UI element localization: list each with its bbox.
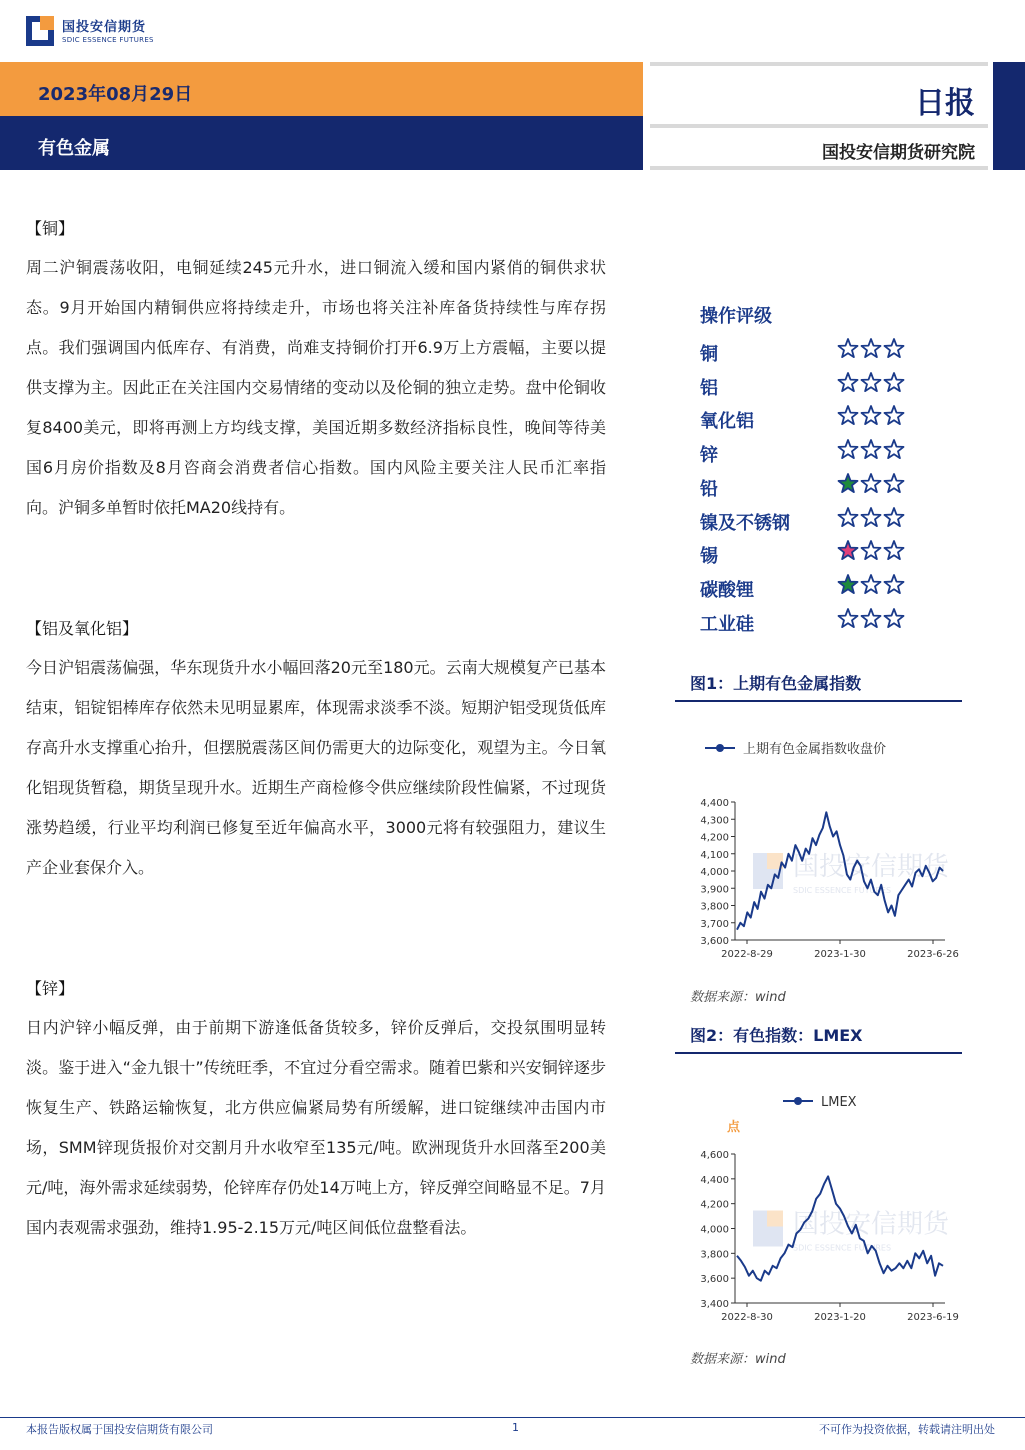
legend-marker-icon — [794, 1097, 802, 1105]
star-outline-icon — [838, 440, 857, 458]
rating-commodity: 铝 — [700, 377, 718, 399]
rating-stars — [837, 606, 907, 630]
watermark-text-en: SDIC ESSENCE FUTURES — [793, 1243, 892, 1253]
star-outline-icon — [838, 406, 857, 424]
rating-stars — [837, 505, 907, 529]
x-tick-label: 2023-6-19 — [907, 1312, 959, 1323]
section-text-aluminium: 今日沪铝震荡偏强，华东现货升水小幅回落20元至180元。云南大规模复产已基本结束，铝锭铝棒库存依然未见明显累库，体现需求淡季不淡。短期沪铝受现货低库存高升水支撑重心抬升，但摆脱震荡区间仍需更大的边际变化，观望为主。今日氧化铝现货暂稳，期货呈现升水。近期生产商检修令供应继续阶段性偏紧，不过现货涨势趋缓，行业平均利润已修复至近年偏高水平，3000元将有较强阻力，建议生产企业套保介入。 — [26, 658, 606, 877]
rating-commodity: 工业硅 — [700, 613, 754, 635]
rating-stars — [837, 370, 907, 394]
y-tick-label: 4,000 — [700, 867, 729, 878]
company-logo-icon — [26, 16, 54, 46]
star-filled-icon — [838, 541, 857, 559]
star-outline-icon — [884, 373, 903, 391]
figure-1-source: 数据来源：wind — [690, 990, 786, 1005]
star-outline-icon — [884, 541, 903, 559]
star-outline-icon — [838, 339, 857, 357]
rating-stars — [837, 437, 907, 461]
section-heading-zinc: 【锌】 — [26, 979, 75, 998]
y-tick-label: 4,000 — [700, 1224, 729, 1236]
rating-row — [700, 403, 920, 437]
y-tick-label: 3,700 — [700, 918, 729, 930]
y-tick-label: 4,300 — [700, 815, 729, 827]
header-side-bar — [993, 62, 1025, 170]
figure-2-source: 数据来源：wind — [690, 1352, 786, 1367]
y-tick-label: 3,600 — [700, 936, 729, 947]
footer-disclaimer: 不可作为投资依据，转载请注明出处 — [819, 1423, 995, 1436]
legend-label: LMEX — [821, 1095, 857, 1110]
section-text-copper: 周二沪铜震荡收阳，电铜延续245元升水，进口铜流入缓和国内紧俏的铜供求状态。9月开始国内精铜供应将持续走升，市场也将关注补库备货持续性与库存拐点。我们强调国内低库存、有消费，尚难支持铜价打开6.9万上方震幅，主要以提供支撑为主。因此正在关注国内交易情绪的变动以及伦铜的独立走势。盘中伦铜收复8400美元，即将再测上方均线支撑，美国近期多数经济指标良性，晚间等待美国6月房价指数及8月咨商会消费者信心指数。国内风险主要关注人民币汇率指向。沪铜多单暂时依托MA20线持有。 — [26, 258, 606, 517]
star-outline-icon — [861, 575, 880, 593]
rating-row — [700, 572, 920, 606]
y-tick-label: 3,800 — [700, 901, 729, 913]
figure-1-rule — [675, 700, 962, 702]
star-outline-icon — [861, 406, 880, 424]
rating-commodity: 铅 — [700, 478, 718, 500]
rating-stars — [837, 572, 907, 596]
star-filled-icon — [838, 474, 857, 492]
report-date: 2023年08月29日 — [38, 84, 193, 105]
watermark-text: 国投安信期货 — [793, 852, 950, 882]
star-outline-icon — [838, 373, 857, 391]
rating-commodity: 氧化铝 — [700, 411, 754, 433]
y-tick-label: 3,600 — [700, 1274, 729, 1286]
star-outline-icon — [861, 541, 880, 559]
footer-page-number: 1 — [512, 1421, 519, 1434]
figure-1-chart — [675, 735, 965, 971]
y-tick-label: 3,900 — [700, 884, 729, 896]
section-text-zinc: 日内沪锌小幅反弹，由于前期下游逢低备货较多，锌价反弹后，交投氛围明显转淡。鉴于进入“金九银十”传统旺季，不宜过分看空需求。随着巴紫和兴安铜锌逐步恢复生产、铁路运输恢复，北方供应偏紧局势有所缓解，进口锭继续冲击国内市场，SMM锌现货报价对交割月升水收窄至135元/吨。欧洲现货升水回落至200美元/吨，海外需求延续弱势，伦锌库存仍处14万吨上方，锌反弹空间略显不足。7月国内表观需求强劲，维持1.95-2.15万元/吨区间低位盘整看法。 — [26, 1018, 606, 1237]
section-heading-aluminium: 【铝及氧化铝】 — [26, 619, 139, 638]
rating-stars — [837, 538, 907, 562]
y-tick-label: 3,400 — [700, 1299, 729, 1310]
logo-name: 国投安信期货 — [62, 20, 147, 35]
star-outline-icon — [838, 508, 857, 526]
star-outline-icon — [838, 609, 857, 627]
x-tick-label: 2022-8-29 — [721, 949, 773, 960]
y-axis-unit: 点 — [727, 1120, 741, 1135]
star-outline-icon — [884, 575, 903, 593]
x-tick-label: 2023-6-26 — [907, 949, 959, 960]
rating-commodity: 锡 — [700, 546, 718, 568]
star-outline-icon — [861, 373, 880, 391]
star-outline-icon — [861, 609, 880, 627]
watermark-text-en: SDIC ESSENCE FUTURES — [793, 886, 892, 895]
star-filled-icon — [838, 575, 857, 593]
star-outline-icon — [861, 339, 880, 357]
figure-2-chart — [675, 1085, 965, 1335]
rating-row — [700, 505, 920, 539]
figure-2-rule — [675, 1052, 962, 1054]
report-sector: 有色金属 — [38, 138, 110, 159]
star-outline-icon — [861, 474, 880, 492]
rating-commodity: 锌 — [700, 445, 718, 467]
header-divider — [650, 124, 988, 128]
y-tick-label: 4,400 — [700, 1174, 729, 1186]
rating-row — [700, 370, 920, 404]
rating-row — [700, 538, 920, 572]
star-outline-icon — [884, 474, 903, 492]
watermark-text: 国投安信期货 — [793, 1209, 950, 1240]
x-tick-label: 2023-1-30 — [814, 949, 866, 960]
y-tick-label: 4,200 — [700, 832, 729, 844]
star-outline-icon — [884, 339, 903, 357]
star-outline-icon — [861, 440, 880, 458]
logo-name-en: SDIC ESSENCE FUTURES — [62, 36, 154, 44]
legend-label: 上期有色金属指数收盘价 — [743, 742, 887, 757]
y-tick-label: 4,200 — [700, 1199, 729, 1211]
star-outline-icon — [884, 508, 903, 526]
legend-marker-icon — [716, 744, 724, 752]
figure-1-title: 图1：上期有色金属指数 — [690, 674, 862, 693]
section-heading-copper: 【铜】 — [26, 219, 75, 238]
x-tick-label: 2022-8-30 — [721, 1312, 773, 1323]
figure-2-title: 图2：有色指数：LMEX — [690, 1026, 863, 1045]
rating-row — [700, 606, 920, 640]
star-outline-icon — [884, 440, 903, 458]
y-tick-label: 3,800 — [700, 1249, 729, 1261]
star-outline-icon — [861, 508, 880, 526]
rating-title: 操作评级 — [700, 306, 772, 327]
star-outline-icon — [884, 406, 903, 424]
rating-commodity: 镍及不锈钢 — [700, 512, 790, 534]
x-tick-label: 2023-1-20 — [814, 1312, 866, 1323]
y-tick-label: 4,100 — [700, 849, 729, 861]
rating-stars — [837, 403, 907, 427]
rating-stars — [837, 471, 907, 495]
report-type: 日报 — [915, 86, 975, 121]
header-divider — [650, 62, 988, 66]
header-divider — [650, 166, 988, 170]
institute-name: 国投安信期货研究院 — [822, 143, 975, 163]
footer-rule — [0, 1417, 1025, 1418]
footer-copyright: 本报告版权属于国投安信期货有限公司 — [26, 1423, 213, 1436]
rating-stars — [837, 336, 907, 360]
y-tick-label: 4,600 — [700, 1150, 729, 1161]
watermark-logo-icon — [767, 1211, 783, 1227]
rating-commodity: 碳酸锂 — [700, 579, 754, 601]
rating-row — [700, 471, 920, 505]
star-outline-icon — [884, 609, 903, 627]
rating-row — [700, 437, 920, 471]
rating-commodity: 铜 — [700, 344, 718, 365]
rating-row — [700, 336, 920, 370]
y-tick-label: 4,400 — [700, 798, 729, 809]
